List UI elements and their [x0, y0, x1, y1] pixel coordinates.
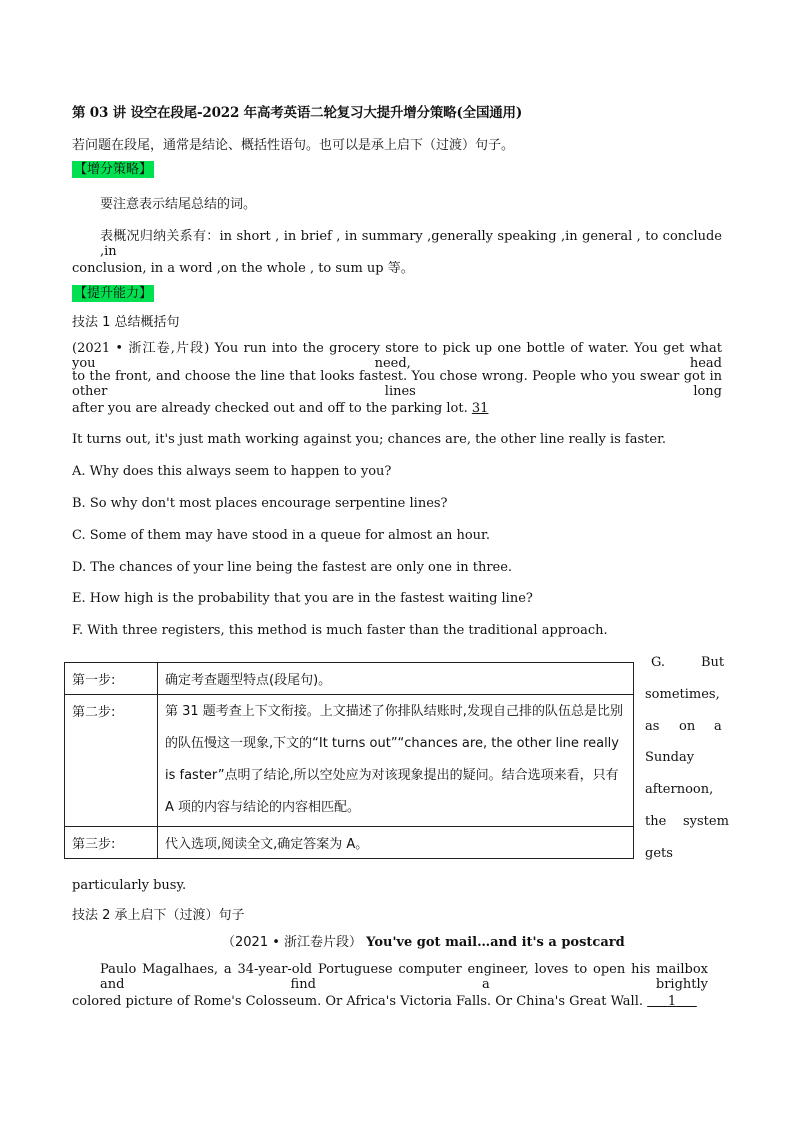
page-title: 第 03 讲 设空在段尾-2022 年高考英语二轮复习大提升增分策略(全国通用)	[72, 105, 523, 121]
side-line: gets	[645, 846, 673, 861]
step-2-label: 第二步:	[65, 695, 158, 827]
passage-2-line-2-text: colored picture of Rome's Colosseum. Or Africa's Victoria Falls. Or China's Great Wall.	[72, 994, 644, 1009]
strategy-tag-label: 【增分策略】	[74, 162, 153, 177]
side-line: the	[645, 814, 667, 829]
table-row	[65, 827, 634, 859]
passage-2-heading	[222, 931, 625, 950]
passage-2-title: You've got mail…and it's a postcard	[366, 935, 625, 950]
passage-1-line-3	[72, 401, 488, 416]
side-line: as	[645, 719, 660, 734]
side-line: afternoon,	[645, 782, 714, 797]
step-3-label: 第三步:	[65, 827, 158, 859]
steps-table	[64, 662, 634, 859]
ability-tag-label: 【提升能力】	[74, 286, 153, 301]
continued-text: particularly busy.	[72, 878, 187, 893]
option-f: F. With three registers, this method is much faster than the traditional approach.	[72, 623, 608, 638]
skill-1-heading: 技法 1 总结概括句	[72, 315, 180, 330]
tip-2-line-1: 表概况归纳关系有：in short , in brief , in summary ,generally speaking ,in general , to conclude ,in	[100, 229, 722, 259]
step-3-text: 代入选项,阅读全文,确定答案为 A。	[158, 827, 634, 859]
step-1-text: 确定考查题型特点(段尾句)。	[158, 663, 634, 695]
table-row	[65, 663, 634, 695]
blank-31: 31	[471, 401, 489, 416]
passage-1-line-1: (2021 • 浙江卷,片段) You run into the grocery store to pick up one bottle of water. You get what you need, head	[72, 341, 722, 371]
option-d: D. The chances of your line being the fastest are only one in three.	[72, 560, 513, 575]
side-line: system	[683, 814, 729, 829]
passage-1-next: It turns out, it's just math working against you; chances are, the other line really is faster.	[72, 432, 666, 447]
tip-2-line-2: conclusion, in a word ,on the whole , to sum up 等。	[72, 261, 414, 276]
side-line: sometimes,	[645, 687, 720, 702]
strategy-tag	[72, 158, 154, 177]
blank-1-number: 1	[667, 994, 677, 1009]
skill-2-heading: 技法 2 承上启下（过渡）句子	[72, 908, 245, 923]
passage-2-line-2	[72, 994, 697, 1009]
table-row	[65, 695, 634, 827]
passage-2-source: （2021 • 浙江卷片段）	[222, 935, 363, 950]
side-line: on	[679, 719, 696, 734]
side-line: a	[714, 719, 722, 734]
tip-1: 要注意表示结尾总结的词。	[100, 197, 257, 212]
side-g-word: But	[701, 655, 725, 670]
option-a: A. Why does this always seem to happen to you?	[72, 464, 392, 479]
side-line: Sunday	[645, 750, 695, 765]
step-2-cell	[158, 695, 634, 827]
step-1-label: 第一步:	[65, 663, 158, 695]
passage-1-line-2: to the front, and choose the line that looks fastest. You chose wrong. People who you swear got in other lines long	[72, 369, 722, 399]
intro-text: 若问题在段尾，通常是结论、概括性语句。也可以是承上启下（过渡）句子。	[72, 138, 515, 153]
passage-1-line-3-text: after you are already checked out and off to the parking lot.	[72, 401, 468, 416]
step-2-text: 第 31 题考查上下文衔接。上文描述了你排队结账时,发现自己排的队伍总是比别的队伍慢这一现象,下文的“It turns out”“chances are, the other line really is faster”点明了结论,所以空处应为对该现象提出的疑问。结合选项来看，只有 A 项的内容与结论的内容相匹配。	[165, 704, 623, 815]
option-c: C. Some of them may have stood in a queue for almost an hour.	[72, 528, 490, 543]
blank-1	[647, 994, 697, 1009]
option-b: B. So why don't most places encourage serpentine lines?	[72, 496, 448, 511]
passage-2-line-1: Paulo Magalhaes, a 34-year-old Portuguese computer engineer, loves to open his mailbox and find a brightly	[100, 962, 708, 992]
side-g-label: G.	[651, 655, 666, 670]
option-e: E. How high is the probability that you are in the fastest waiting line?	[72, 591, 533, 606]
ability-tag	[72, 282, 154, 301]
